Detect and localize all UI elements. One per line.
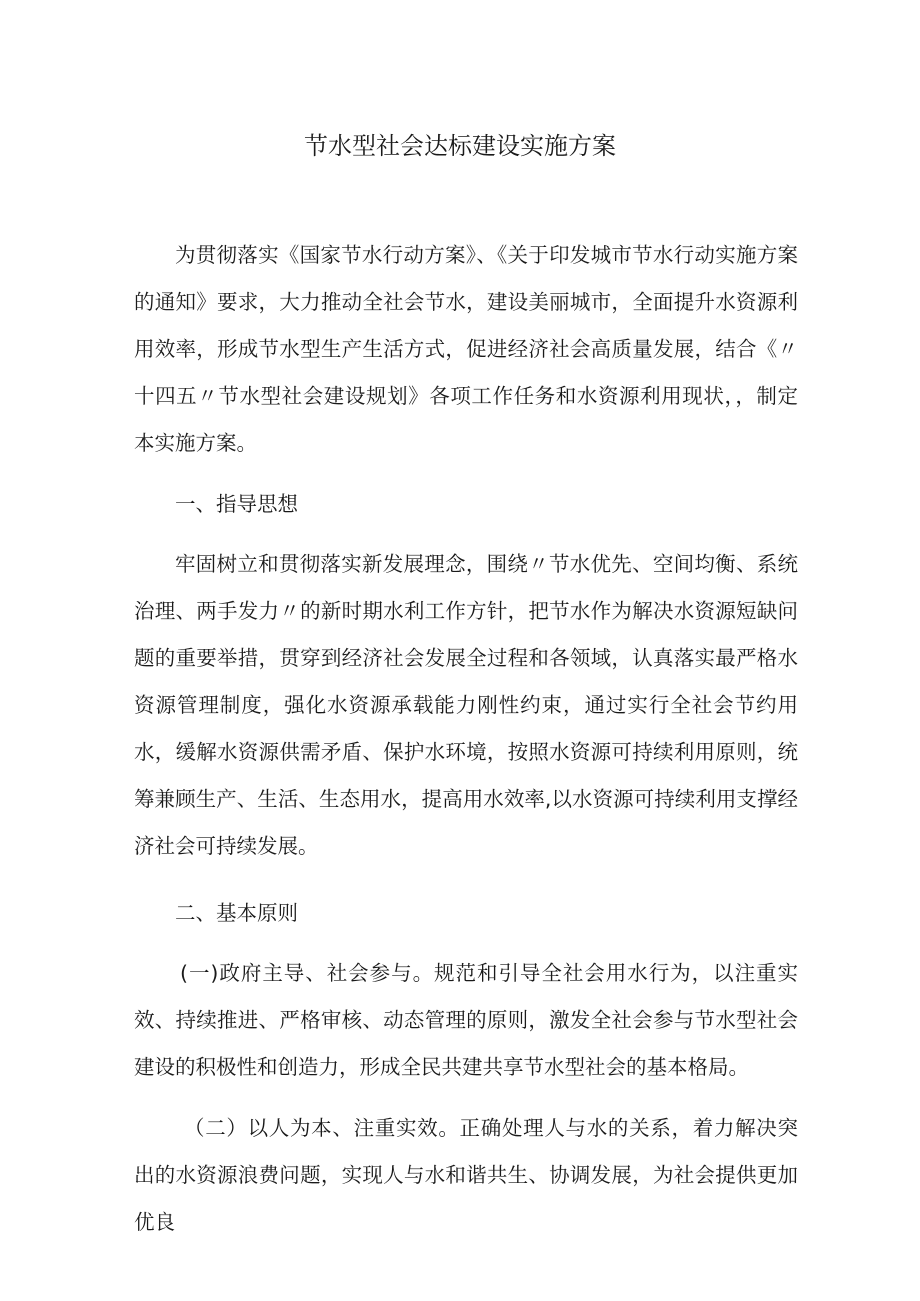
principle-1-paragraph: (一)政府主导、社会参与。规范和引导全社会用水行为，以注重实效、持续推进、严格审核、动态管理的原则，激发全社会参与节水型社会建设的积极性和创造力，形成全民共建共享节水型社会的基本格局。 (134, 961, 798, 1079)
section-heading-basic-principles: 二、基本原则 (175, 901, 298, 925)
section-heading-guiding-ideology: 一、指导思想 (175, 492, 298, 516)
principle-2-paragraph: （二）以人为本、注重实效。正确处理人与水的关系，着力解决突出的水资源浪费问题，实现人与水和谐共生、协调发展，为社会提供更加优良 (134, 1116, 798, 1234)
guiding-ideology-paragraph: 牢固树立和贯彻落实新发展理念，围绕〃节水优先、空间均衡、系统治理、两手发力〃的新时期水利工作方针，把节水作为解决水资源短缺问题的重要举措，贯穿到经济社会发展全过程和各领域，认真落实最严格水资源管理制度，强化水资源承载能力刚性约束，通过实行全社会节约用水，缓解水资源供需矛盾、保护水环境，按照水资源可持续利用原则，统筹兼顾生产、生活、生态用水，提高用水效率,以水资源可持续利用支撑经济社会可持续发展。 (134, 552, 798, 858)
intro-paragraph: 为贯彻落实《国家节水行动方案》、《关于印发城市节水行动实施方案的通知》要求，大力推动全社会节水，建设美丽城市，全面提升水资源利用效率，形成节水型生产生活方式，促进经济社会高质量发展，结合《〃十四五〃节水型社会建设规划》各项工作任务和水资源利用现状，，制定本实施方案。 (134, 243, 798, 455)
document-title: 节水型社会达标建设实施方案 (304, 132, 616, 160)
